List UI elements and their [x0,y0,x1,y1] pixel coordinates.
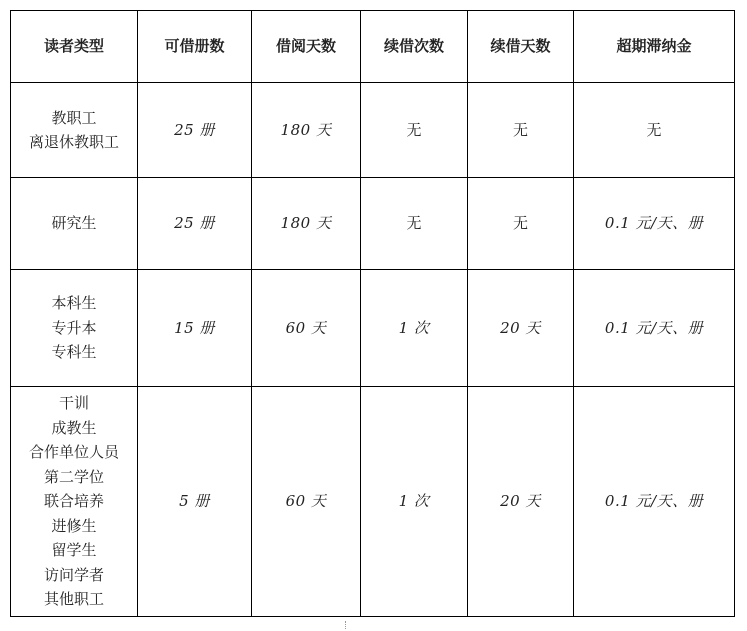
late-fee-cell: 0.1 元/天、册 [574,270,735,387]
renew-days-cell: 无 [468,83,574,178]
books-cell: 15 册 [138,270,252,387]
reader-type-cell [11,178,138,270]
renew-times-cell: 无 [361,83,468,178]
renew-times-cell: 1 次 [361,270,468,387]
reader-type-label: 教职工 [51,108,97,127]
reader-type-label: 留学生 [51,541,97,560]
books-cell: 5 册 [138,387,252,617]
reader-type-label: 成教生 [51,418,97,437]
late-fee-cell: 0.1 元/天、册 [574,178,735,270]
loan-days-cell: 60 天 [252,387,361,617]
reader-type-cell [11,387,138,617]
books-cell: 25 册 [138,83,252,178]
table-row [11,178,735,270]
header-books: 可借册数 [138,11,252,83]
reader-type-cell [11,270,138,387]
loan-days-cell: 180 天 [252,83,361,178]
loan-days-cell: 180 天 [252,178,361,270]
header-loan-days: 借阅天数 [252,11,361,83]
table-row [11,387,735,617]
books-cell: 25 册 [138,178,252,270]
renew-days-cell: 20 天 [468,270,574,387]
late-fee-cell: 0.1 元/天、册 [574,387,735,617]
reader-type-label: 专科生 [51,343,97,362]
renew-times-cell: 1 次 [361,387,468,617]
reader-type-label: 本科生 [51,294,97,313]
header-row [11,11,735,83]
header-renew-days: 续借天数 [468,11,574,83]
reader-type-label: 其他职工 [43,590,104,609]
reader-type-label: 离退休教职工 [28,133,119,151]
loan-days-cell: 60 天 [252,270,361,387]
header-renew-times: 续借次数 [361,11,468,83]
table-row [11,83,735,178]
renew-days-cell: 20 天 [468,387,574,617]
page-cursor-mark [345,621,349,629]
reader-type-label: 第二学位 [43,467,104,486]
renew-days-cell: 无 [468,178,574,270]
reader-type-label: 干训 [58,394,89,413]
header-late-fee: 超期滞纳金 [574,11,735,83]
reader-type-label: 专升本 [51,318,97,337]
reader-type-label: 联合培养 [43,492,104,511]
reader-type-label: 进修生 [51,516,97,535]
table-row [11,270,735,387]
reader-type-label: 访问学者 [43,565,104,584]
header-reader-type: 读者类型 [11,11,138,83]
late-fee-cell: 无 [574,83,735,178]
renew-times-cell: 无 [361,178,468,270]
borrowing-rules-table [10,10,735,617]
reader-type-cell [11,83,138,178]
reader-type-label: 研究生 [51,214,97,233]
reader-type-label: 合作单位人员 [28,443,119,462]
